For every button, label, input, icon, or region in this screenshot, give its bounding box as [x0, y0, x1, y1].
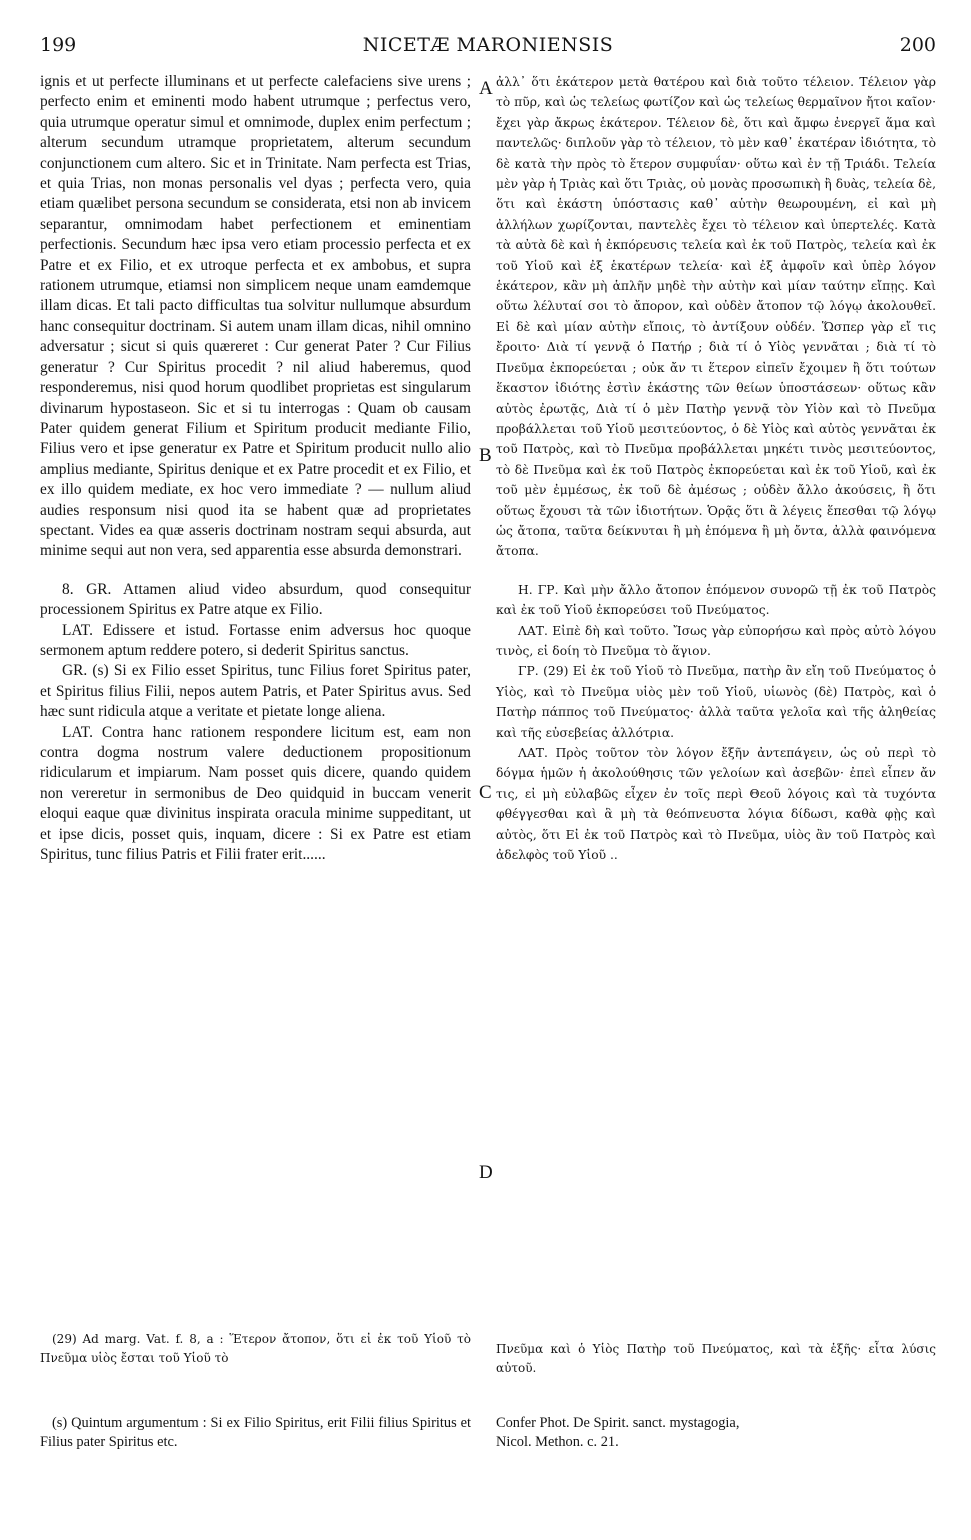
latin-paragraph-3: LAT. Edissere et istud. Fortasse enim adversus hoc quoque sermonem aptum reddere potero, si dederit Spiritus sanctus.	[40, 621, 471, 659]
footnote-s-left	[40, 1414, 471, 1452]
footnote-s-right-line-2: Nicol. Methon. c. 21.	[496, 1434, 619, 1450]
footnote-s-right	[496, 1414, 936, 1452]
footnote-29-left-text: (29) Ad marg. Vat. f. 8, a : Ἕτερον ἄτοπον, ὅτι εἰ ἐκ τοῦ Υἱοῦ τὸ Πνεῦμα υἱὸς ἔσται τοῦ Υἱοῦ τὸ	[40, 1332, 471, 1365]
greek-paragraph-2: Η. ΓΡ. Καὶ μὴν ἄλλο ἄτοπον ἑπόμενον συνορῶ τῇ ἐκ τοῦ Πατρὸς καὶ ἐκ τοῦ Υἱοῦ ἐκπορεύσει τοῦ Πνεύματος.	[496, 582, 936, 618]
latin-paragraph-2: 8. GR. Attamen aliud video absurdum, quod consequitur processionem Spiritus ex Patre atque ex Filio.	[40, 580, 471, 619]
footnote-29-left	[40, 1330, 471, 1368]
page-number-left: 199	[40, 34, 77, 56]
greek-paragraph-3: ΛΑΤ. Εἰπὲ δὴ καὶ τοῦτο. Ἴσως γὰρ εὐπορήσω καὶ πρὸς αὐτὸ λόγου τινὸς, εἰ δοίη τὸ Πνεῦμα τὸ ἅγιον.	[496, 623, 936, 658]
margin-letter-d: D	[479, 1162, 493, 1183]
latin-column	[40, 72, 471, 865]
running-title: NICETÆ MARONIENSIS	[362, 34, 614, 56]
footnote-s-left-text: (s) Quintum argumentum : Si ex Filio Spiritus, erit Filii filius Spiritus et Filius pater Spiritus etc.	[40, 1415, 471, 1450]
footnote-s-right-line-1: Confer Phot. De Spirit. sanct. mystagogia,	[496, 1415, 740, 1431]
greek-column	[496, 72, 936, 865]
greek-paragraph-1: ἀλλ᾽ ὅτι ἑκάτερον μετὰ θατέρου καὶ διὰ τοῦτο τέλειον. Τέλειον γὰρ τὸ πῦρ, καὶ ὡς τελείως φωτίζον καὶ ὡς τελείως θερμαῖνον ἤτοι καῖον· ἔχει γὰρ ἄκρως ἑκάτερον. Τέλειον δὲ, ὅτι καὶ ἄμφω ἐνεργεῖ ἅμα καὶ παντελῶς· διπλοῦν γὰρ τὸ τέλειον, τὸ μὲν καθ᾽ ἑκατέραν ἰδιότητα, τὸ δὲ κατὰ τὴν πρὸς τὸ ἕτερον συμφυΐαν· οὕτω καὶ ἐν τῇ Τριάδι. Τελεία μὲν γὰρ ἡ Τριὰς καὶ ὅτι Τριὰς, οὐ μονὰς προσωπικὴ ἢ δυὰς, τελεία δὲ, ὅτι καὶ ἑκάστη ὑπόστασις καθ᾽ αὑτὴν θεωρουμένη, εἰ καὶ μὴ ἀλλήλων χωρίζονται, παντελὲς ἔχει τὸ τέλειον καὶ ὑπερτελές. Κατὰ τὰ αὐτὰ δὲ καὶ ἡ ἐκπόρευσις τελεία καὶ ἐκ τοῦ Πατρὸς, τελεία καὶ ἐκ τοῦ Υἱοῦ καὶ ἐξ ἑκατέρων τελεία· καὶ ἐξ ἀμφοῖν καὶ ὑπὲρ λόγον ἑκάτερον, κἂν μὴ ἁπλῆν μηδὲ τὴν αὐτὴν καὶ μίαν ταύτην εἴπῃς. Καὶ οὕτω λέλυταί σοι τὸ ἄπορον, καὶ οὐδὲν ἄτοπον τῷ λόγῳ ἀκολουθεῖ. Εἰ δὲ καὶ μίαν αὐτὴν εἴποις, τὸ ἀντίξουν οὐδέν. Ὥσπερ γὰρ εἴ τις ἔροιτο· Διὰ τί γεννᾷ ὁ Πατήρ ; διὰ τί ὁ Υἱὸς γεννᾶται ; διὰ τί τὸ Πνεῦμα ἐκπορεύεται ; οὐκ ἄν τι ἕτερον εἰπεῖν ἔχοιμεν ἢ ὅτι τούτων ἕκαστον ἰδιότης ἐστὶν ἑκάστης τῶν θείων ὑποστάσεων· οὕτως κἂν αὐτὸς ἐρωτᾷς, Διὰ τί ὁ μὲν Πατὴρ γεννᾷ τὸν Υἱὸν καὶ τὸ Πνεῦμα προβάλλεται τοῦ Υἱοῦ μεσιτεύοντος, ὁ δὲ Υἱὸς καὶ αὐτὸς γεννᾶται ἐκ τοῦ Πατρὸς, καὶ τὸ Πνεῦμα προβάλλεται μηκέτι τινὸς μεσιτεύοντος, τὸ δὲ Πνεῦμα καὶ ἐκ τοῦ Πατρὸς ἐκπορεύεται καὶ ἐκ τοῦ Υἱοῦ, καὶ ἐκ τοῦ μὲν ἐμμέσως, ἐκ τοῦ δὲ ἀμέσως ; οὐδὲν ἄλλο ἀκούσεις, ἢ ὅτι οὕτως ἔχουσι τὰ τῶν ἰδιοτήτων. Ὁρᾷς ὅτι ἃ λέγεις ἕπεσθαι τῷ λόγῳ ὡς ἄτοπα, ταῦτα δείκνυται ἢ μὴ ἑπόμενα ἢ μὴ ὄντα, ἀλλὰ φαινόμενα ἄτοπα.	[496, 75, 936, 559]
footnote-29-right-text: Πνεῦμα καὶ ὁ Υἱὸς Πατὴρ τοῦ Πνεύματος, καὶ τὰ ἑξῆς· εἶτα λύσις αὐτοῦ.	[496, 1342, 936, 1375]
latin-paragraph-4: GR. (s) Si ex Filio esset Spiritus, tunc Filius foret Spiritus pater, et Spiritus filius Filii, nepos autem Patris, et Pater Spiritus avus. Sed hæc sunt ridicula atque a veritate et pietate longe aliena.	[40, 662, 471, 721]
footnote-29-right	[496, 1340, 936, 1378]
latin-paragraph-1: ignis et ut perfecte illuminans et ut perfecte calefaciens sive urens ; perfecto enim et eminenti modo habent utrumque ; perfectus vero, quia utrumque operatur simul et omnimode, duplex enim perfectum ; alterum secundum utramque proprietatem, alterum secundum conjunctionem cum altero. Sic et in Trinitate. Nam perfecta est Trias, et quia Trias, non monas personalis vel dyas ; perfecta vero, quia etiam quælibet persona secundum se considerata, etsi non ab invicem separantur, omnimodam habet perfectionem et eminentiam perfectionis. Secundum hæc ipsa vero etiam processio perfecta et ex Patre et ex Filio, et ex utroque perfecta et ex ambobus, et supra rationem utrumque, etiamsi non simplicem neque unam eamdemque illam dicas. Et tali pacto difficultas tua solvitur nullumque absurdum hanc consequitur doctrinam. Si autem unam illam dicas, nihil omnino adversatur ; sicut si quis quæreret : Cur generat Pater ? Cur Filius generatur ? Cur Spiritus procedit ? nil aliud haberemus, quod responderemus, nisi quod horum quodlibet proprietas est singularum divinarum hypostaseon. Sic et si tu interrogas : Quam ob causam Pater quidem generat Filium et Spiritum producit mediante Filio, Filius vero et ipse generatur ex Patre et Spiritum producit nullo alio amplius mediante, Spiritus denique et ex Patre procedit et ex Filio, et ex illo quidem mediate, ex hoc vero immediate ? — nullum aliud audies responsum nisi quod ita se habent quæ ad proprietates spectant. Vides ea quæ asseris doctrinam nostram sequi absurda, aut minime sequi aut non vera, sed apparentia esse absurda demonstrari.	[40, 73, 471, 560]
margin-letter-c: C	[479, 782, 492, 803]
page-number-right: 200	[899, 34, 936, 56]
greek-paragraph-4: ΓΡ. (29) Εἰ ἐκ τοῦ Υἱοῦ τὸ Πνεῦμα, πατὴρ ἂν εἴη τοῦ Πνεύματος ὁ Υἱὸς, καὶ τὸ Πνεῦμα υἱὸς μὲν τοῦ Υἱοῦ, υἱωνὸς (δὲ) Πατρὸς, καὶ ὁ Πατὴρ πάππος τοῦ Πνεύματος· ἀλλὰ ταῦτα γελοῖα καὶ τῆς ἀληθείας καὶ τῆς εὐσεβείας ἀλλότρια.	[496, 664, 936, 740]
greek-paragraph-5: ΛΑΤ. Πρὸς τοῦτον τὸν λόγον ἔξῆν ἀντεπάγειν, ὡς οὐ περὶ τὸ δόγμα ἡμῶν ἡ ἀκολούθησις τῶν γελοίων καὶ ἀσεβῶν· ἐπεὶ εἶπεν ἄν τις, εἰ μὴ εὐλαβῶς εἶχεν ἐν τοῖς περὶ Θεοῦ λόγοις καὶ τὰ τυχόντα φθέγγεσθαι καὶ ἃ μὴ τὰ θεόπνευστα λόγια δίδωσι, καθὰ φῂς καὶ αὐτὸς, ὅτι Εἰ ἐκ τοῦ Πατρὸς καὶ τὸ Πνεῦμα, υἱὸς ἂν τοῦ Πατρὸς καὶ ἀδελφὸς τοῦ Υἱοῦ ..	[496, 746, 936, 863]
margin-letter-a: A	[479, 78, 493, 99]
running-header	[40, 34, 936, 62]
margin-letter-b: B	[479, 445, 492, 466]
latin-paragraph-5: LAT. Contra hanc rationem respondere licitum est, eam non contra dogma nostrum valere deductionem propositionum ridicularum et impiarum. Nam posset quis dicere, quando quidem non vereretur in sermonibus de Deo quidquid in buccam venerit eloqui eaque quæ divinitus inspirata oracula minime suppeditant, ut et ipse dicis, posset quis, inquam, dicere : Si ex Patre est etiam Spiritus, tunc filius Patris et Filii frater erit......	[40, 723, 471, 864]
